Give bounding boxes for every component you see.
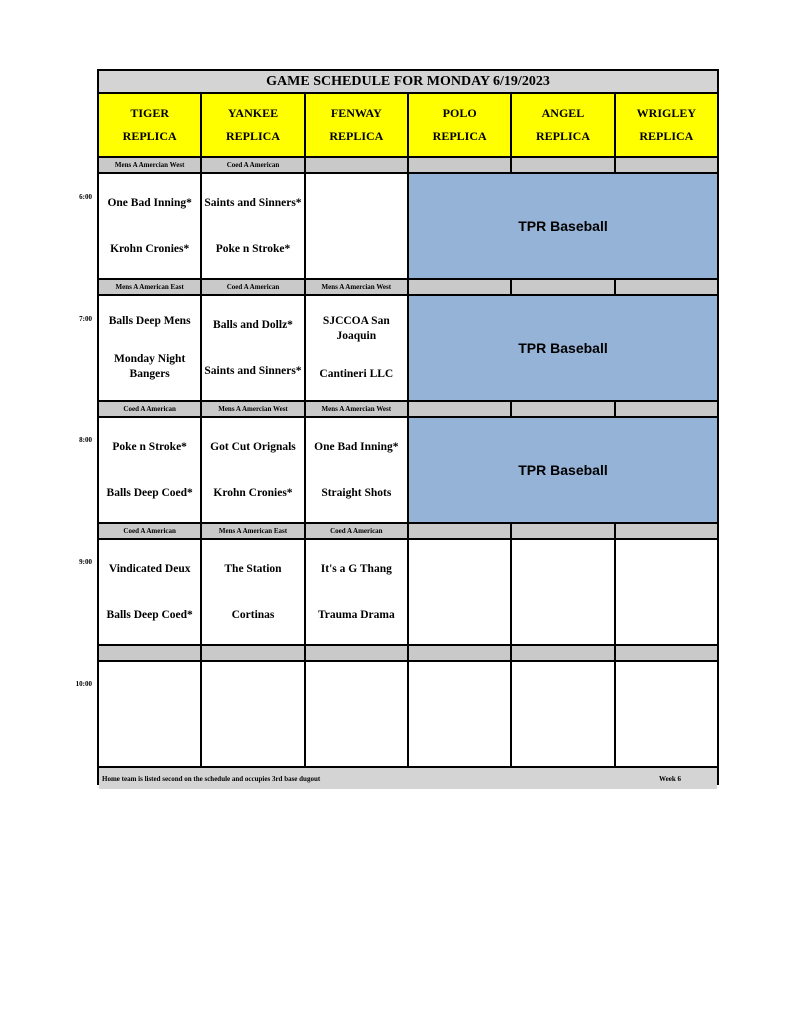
game-cell	[512, 662, 613, 766]
field-name: ANGEL	[541, 106, 585, 120]
team-name: The Station	[224, 562, 282, 575]
team-name: Poke n Stroke*	[215, 242, 291, 255]
footer-row	[99, 768, 717, 789]
division-label	[512, 158, 613, 172]
tpr-baseball-block: TPR Baseball	[409, 296, 717, 400]
team-name: Cortinas	[231, 608, 275, 621]
field-header-wrigley	[616, 94, 717, 156]
team-name: One Bad Inning*	[314, 440, 399, 453]
team-name: It's a G Thang	[320, 562, 392, 575]
division-label: Mens A Amercian West	[306, 402, 407, 416]
team-name: Balls Deep Coed*	[106, 608, 193, 621]
team-name: Cantineri LLC	[319, 368, 394, 381]
division-label	[616, 524, 717, 538]
division-label	[306, 646, 407, 660]
game-cell	[202, 540, 303, 644]
division-label	[616, 280, 717, 294]
team-name: Balls Deep Mens	[108, 314, 191, 327]
time-label: 6:00	[79, 193, 92, 201]
division-label	[409, 280, 510, 294]
division-label: Coed A American	[202, 280, 303, 294]
team-name: Poke n Stroke*	[112, 440, 187, 453]
division-label	[306, 158, 407, 172]
schedule-table	[97, 69, 719, 785]
field-name: TIGER	[130, 106, 169, 120]
division-label: Coed A American	[99, 524, 200, 538]
division-label: Mens A Amercian West	[306, 280, 407, 294]
game-cell	[306, 418, 407, 522]
field-header-fenway	[306, 94, 407, 156]
team-name: Straight Shots	[321, 486, 392, 499]
division-label: Mens A American East	[202, 524, 303, 538]
division-label: Mens A Amercian West	[99, 158, 200, 172]
field-header-angel	[512, 94, 613, 156]
team-name: Got Cut Orignals	[210, 440, 296, 453]
division-label	[409, 524, 510, 538]
team-name: Vindicated Deux	[108, 562, 191, 575]
game-cell	[306, 174, 407, 278]
division-label	[616, 158, 717, 172]
division-label	[409, 646, 510, 660]
team-name: Monday Night Bangers	[114, 353, 186, 381]
game-cell	[409, 540, 510, 644]
division-label	[512, 524, 613, 538]
game-cell	[202, 662, 303, 766]
team-name: Saints and Sinners*	[204, 196, 302, 209]
division-label: Coed A American	[202, 158, 303, 172]
game-cell	[202, 418, 303, 522]
team-name: Krohn Cronies*	[213, 486, 293, 499]
division-label	[409, 402, 510, 416]
game-cell	[306, 662, 407, 766]
field-header-tiger	[99, 94, 200, 156]
game-cell	[409, 662, 510, 766]
field-name: YANKEE	[227, 106, 279, 120]
team-name: Saints and Sinners*	[204, 364, 302, 377]
team-name: Balls Deep Coed*	[106, 486, 193, 499]
field-type: REPLICA	[225, 129, 280, 143]
division-label: Coed A American	[99, 402, 200, 416]
field-type: REPLICA	[122, 129, 177, 143]
field-type: REPLICA	[432, 129, 487, 143]
game-cell	[99, 662, 200, 766]
division-label: Coed A American	[306, 524, 407, 538]
division-label	[409, 158, 510, 172]
game-cell	[616, 662, 717, 766]
division-label: Mens A American East	[99, 280, 200, 294]
time-label: 8:00	[79, 436, 92, 444]
game-cell	[202, 296, 303, 400]
game-cell	[202, 174, 303, 278]
game-cell	[99, 540, 200, 644]
time-label: 7:00	[79, 315, 92, 323]
field-type: REPLICA	[639, 129, 694, 143]
team-name: Krohn Cronies*	[110, 242, 190, 255]
schedule-title: GAME SCHEDULE FOR MONDAY 6/19/2023	[99, 71, 717, 92]
game-cell	[99, 174, 200, 278]
game-cell	[99, 418, 200, 522]
game-cell	[616, 540, 717, 644]
division-label	[512, 402, 613, 416]
time-label: 9:00	[79, 558, 92, 566]
team-name: Trauma Drama	[317, 608, 395, 621]
tpr-baseball-block: TPR Baseball	[409, 174, 717, 278]
field-type: REPLICA	[329, 129, 384, 143]
division-label	[512, 280, 613, 294]
team-name: One Bad Inning*	[107, 196, 192, 209]
field-name: POLO	[442, 106, 477, 120]
time-label: 10:00	[75, 680, 92, 688]
division-label	[512, 646, 613, 660]
week-label: Week 6	[659, 774, 681, 783]
footer-note: Home team is listed second on the schedule and occupies 3rd base dugout	[102, 774, 321, 783]
game-cell	[512, 540, 613, 644]
division-label	[616, 646, 717, 660]
field-header-yankee	[202, 94, 303, 156]
team-name: SJCCOA San Joaquin	[322, 314, 390, 342]
field-name: FENWAY	[330, 106, 382, 120]
division-label: Mens A Amercian West	[202, 402, 303, 416]
game-cell	[99, 296, 200, 400]
field-name: WRIGLEY	[636, 106, 696, 120]
field-type: REPLICA	[535, 129, 590, 143]
division-label	[616, 402, 717, 416]
team-name: Balls and Dollz*	[213, 318, 293, 331]
division-label	[202, 646, 303, 660]
game-cell	[306, 296, 407, 400]
tpr-baseball-block: TPR Baseball	[409, 418, 717, 522]
game-cell	[306, 540, 407, 644]
field-header-polo	[409, 94, 510, 156]
division-label	[99, 646, 200, 660]
